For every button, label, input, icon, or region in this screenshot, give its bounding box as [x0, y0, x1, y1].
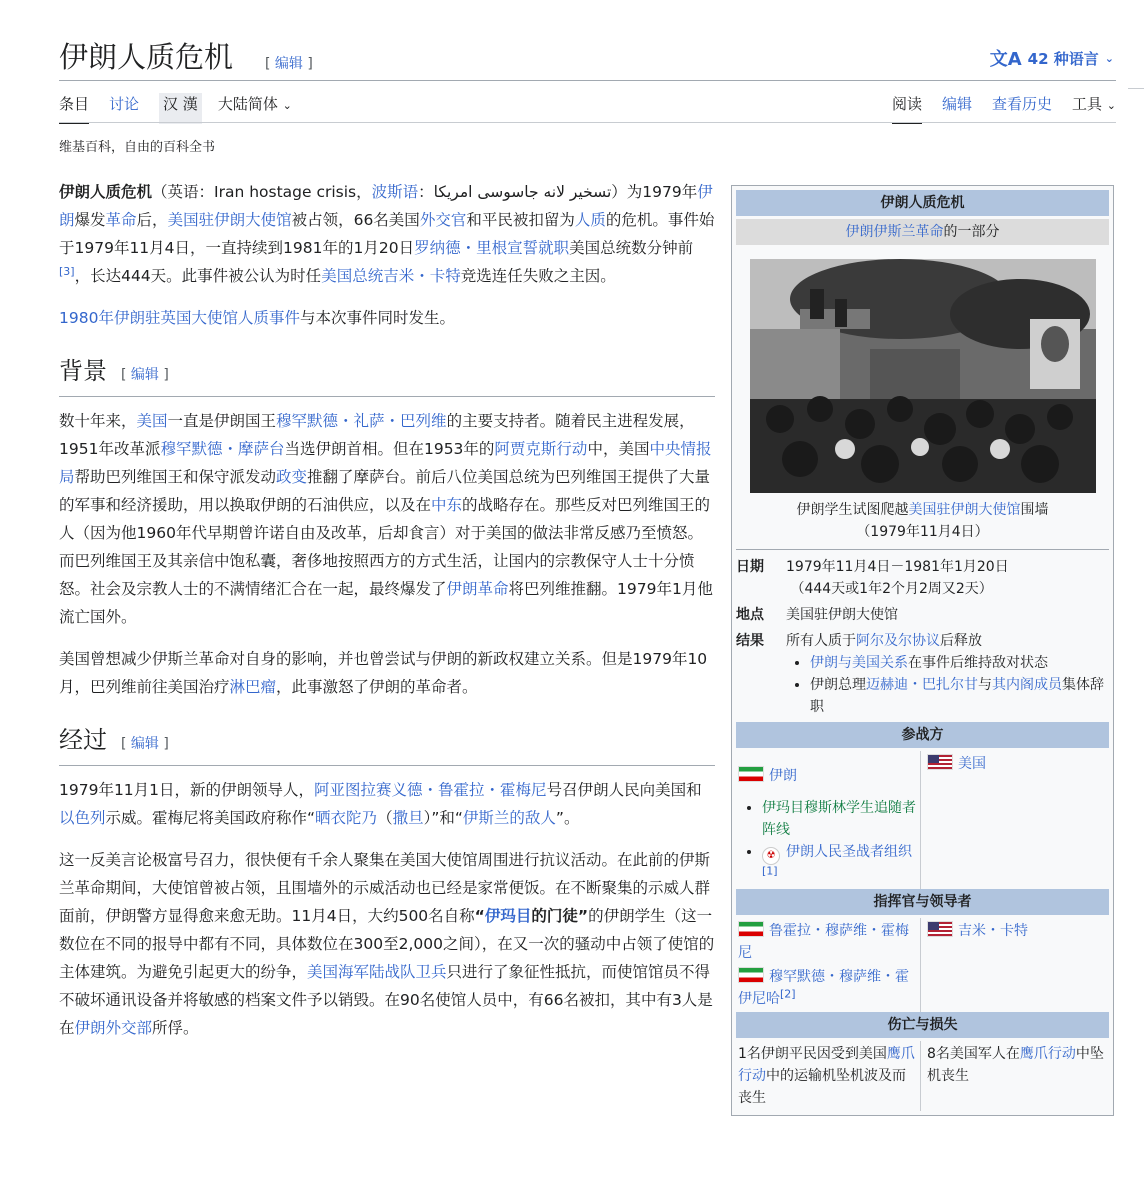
link[interactable]: 伊玛目穆斯林学生追随者阵线	[762, 800, 916, 838]
link[interactable]: 伊斯兰的敌人	[462, 809, 556, 827]
link[interactable]: 革命	[105, 211, 137, 229]
tab-edit[interactable]: 编辑	[941, 95, 972, 113]
language-button[interactable]	[990, 45, 1114, 71]
link[interactable]: 其内阁成员	[992, 677, 1062, 693]
casualties-row: 1名伊朗平民因受到美国鹰爪行动中的运输机坠机波及而丧生 8名美国军人在鹰爪行动中坠机丧生	[736, 1041, 1109, 1111]
casualties-header: 伤亡与损失	[736, 1012, 1109, 1038]
variant-dropdown[interactable]: 大陆简体 ⌄	[217, 95, 292, 113]
article-body	[59, 178, 715, 1056]
link[interactable]: 中东	[431, 496, 463, 514]
photo-illustration	[750, 259, 1096, 493]
belligerents-row	[736, 751, 1109, 889]
link[interactable]: 1980年伊朗驻英国大使馆人质事件	[59, 309, 300, 327]
tab-article[interactable]: 条目	[59, 93, 89, 124]
us-flag-icon	[927, 754, 953, 770]
background-paragraph: 美国曾想减少伊斯兰革命对自身的影响，并也曾尝试与伊朗的新政权建立关系。但是1979年10月，巴列维前往美国治疗淋巴瘤，此事激怒了伊朗的革命者。	[59, 650, 708, 696]
link[interactable]: 晒衣陀乃	[315, 809, 378, 827]
infobox-title: 伊朗人质危机	[736, 190, 1109, 216]
page-title: 伊朗人质危机	[59, 40, 234, 74]
language-count: 42 种语言	[1027, 49, 1099, 68]
link[interactable]: 美国	[958, 756, 986, 772]
title-edit-link[interactable]: [ 编辑 ]	[265, 56, 313, 72]
course-paragraph: 1979年11月1日，新的伊朗领导人，阿亚图拉赛义德・鲁霍拉・霍梅尼号召伊朗人民向美国和以色列示威。霍梅尼将美国政府称作“晒衣陀乃（撒旦）”和“伊斯兰的敌人”。	[59, 781, 702, 827]
link[interactable]: 迈赫迪・巴扎尔甘	[866, 677, 978, 693]
link[interactable]: 美国	[136, 412, 168, 430]
infobox-result-row: 结果 所有人质于阿尔及尔协议后释放 • 伊朗与美国关系在事件后维持敌对状态 • 伊朗总理迈赫迪・巴扎尔甘与其内阁成员集体辞职	[736, 630, 1109, 718]
link[interactable]: 美国驻伊朗大使馆	[908, 502, 1021, 518]
infobox	[731, 185, 1114, 1116]
tools-dropdown[interactable]: 工具 ⌄	[1071, 95, 1116, 113]
link[interactable]: 穆罕默德・摩萨台	[160, 440, 285, 458]
link[interactable]: 穆罕默德・穆萨维・霍伊尼哈	[738, 969, 909, 1007]
mek-emblem-icon: ☢	[762, 847, 780, 865]
link[interactable]: 美国海军陆战队卫兵	[307, 963, 447, 981]
link[interactable]: 吉米・卡特	[383, 267, 461, 285]
link[interactable]: 撒旦	[392, 809, 424, 827]
background-paragraph: 数十年来，美国一直是伊朗国王穆罕默德・礼萨・巴列维的主要支持者。随着民主进程发展，1951年改革派穆罕默德・摩萨台当选伊朗首相。但在1953年的阿贾克斯行动中，美国中央情报局帮助巴列维国王和保守派发动政变推翻了摩萨台。前后八位美国总统为巴列维国王提供了大量的军事和经济援助，用以换取伊朗的石油供应，以及在中东的战略存在。那些反对巴列维国王的人（因为他1960年代早期曾许诺自由及改革，后却食言）对于美国的做法非常反感乃至愤怒。而巴列维国王及其亲信中饱私囊，奢侈地按照西方的方式生活，让国内的宗教保守人士十分愤怒。社会及宗教人士的不满情绪汇合在一起，最终爆发了伊朗革命将巴列维推翻。1979年1月他流亡国外。	[59, 412, 713, 626]
course-paragraph: 这一反美言论极富号召力，很快便有千余人聚集在美国大使馆周围进行抗议活动。在此前的伊斯兰革命期间，大使馆曾被占领，且围墙外的示威活动也已经是家常便饭。在不断聚集的示威人群面前，伊朗警方显得愈来愈无助。11月4日，大约500名自称“伊玛目的门徒”的伊朗学生（这一数位在不同的报导中都有不同，具体数位在300至2,000之间），在又一次的骚动中占领了使馆的主体建筑。为避免引起更大的纷争，美国海军陆战队卫兵只进行了象征性抵抗，而使馆馆员不得不破坏通讯设备并将敏感的档案文件予以销毁。在90名使馆人员中，有66名被扣，其中有3人是在伊朗外交部所俘。	[59, 851, 715, 1037]
chevron-down-icon: ⌄	[282, 99, 292, 112]
link[interactable]: 伊朗革命	[446, 580, 509, 598]
link[interactable]: 鹰爪行动	[1019, 1046, 1076, 1062]
infobox-part-of: 伊朗伊斯兰革命的一部分	[736, 219, 1109, 245]
link[interactable]: 政变	[276, 468, 308, 486]
commanders-header: 指挥官与领导者	[736, 889, 1109, 915]
reference-link[interactable]: [1]	[762, 864, 778, 878]
link[interactable]: 穆罕默德・礼萨・巴列维	[276, 412, 447, 430]
iran-flag-icon	[738, 766, 764, 782]
intro-paragraph: 1980年伊朗驻英国大使馆人质事件与本次事件同时发生。	[59, 309, 455, 327]
link[interactable]: 伊朗人民圣战者组织	[786, 844, 912, 860]
translate-icon: 文A	[989, 49, 1022, 70]
commanders-row	[736, 918, 1109, 1012]
tab-history[interactable]: 查看历史	[991, 95, 1052, 113]
link[interactable]: 阿尔及尔协议	[856, 633, 940, 649]
link[interactable]: 鹰爪行动	[738, 1046, 915, 1084]
section-edit-link[interactable]: [ 编辑 ]	[121, 367, 169, 383]
link[interactable]: 鲁霍拉・穆萨维・霍梅尼	[738, 923, 909, 961]
link[interactable]: 阿亚图拉赛义德・鲁霍拉・霍梅尼	[314, 781, 547, 799]
infobox-place-row: 地点 美国驻伊朗大使馆	[736, 607, 898, 623]
tab-read[interactable]: 阅读	[892, 93, 922, 124]
belligerents-header: 参战方	[736, 722, 1109, 748]
section-heading-background: 背景 [ 编辑 ]	[59, 354, 715, 397]
link[interactable]: 美国总统	[321, 267, 384, 285]
link[interactable]: 伊玛目	[484, 907, 532, 925]
tab-talk[interactable]: 讨论	[109, 95, 140, 113]
view-tabs	[872, 93, 1116, 124]
chevron-down-icon: ⌄	[1104, 51, 1114, 65]
link[interactable]: 淋巴瘤	[229, 678, 277, 696]
us-flag-icon	[927, 921, 953, 937]
link[interactable]: 外交官	[419, 211, 467, 229]
link[interactable]: 伊朗	[769, 768, 797, 784]
section-heading-course: 经过 [ 编辑 ]	[59, 723, 715, 766]
link[interactable]: 伊朗外交部	[74, 1019, 153, 1037]
iran-flag-icon	[738, 921, 764, 937]
link[interactable]: 以色列	[59, 809, 106, 827]
link[interactable]: 罗纳德・里根宣誓就职	[414, 239, 570, 257]
link[interactable]: 伊朗与美国关系	[810, 655, 908, 671]
site-tagline: 维基百科，自由的百科全书	[59, 140, 216, 155]
link[interactable]: 伊朗	[59, 183, 713, 229]
link[interactable]: 人质	[574, 211, 606, 229]
infobox-date-row: 日期 1979年11月4日－1981年1月20日 （444天或1年2个月2周又2天）	[736, 559, 1009, 597]
reference-link[interactable]: [3]	[59, 264, 75, 278]
link[interactable]: 美国驻伊朗大使馆	[167, 211, 292, 229]
link[interactable]: 吉米・卡特	[958, 923, 1028, 939]
namespace-tabs	[59, 93, 312, 124]
intro-paragraph: 伊朗人质危机（英语：Iran hostage crisis，波斯语：تسخیر لانه جاسوسی امریکا）为1979年伊朗爆发革命后，美国驻伊朗大使馆被占领，66名美国外交官和平民被扣留为人质的危机。事件始于1979年11月4日，一直持续到1981年的1月20日罗纳德・里根宣誓就职美国总统数分钟前[3]，长达444天。此事件被公认为时任美国总统吉米・卡特竞选连任失败之主因。	[59, 183, 715, 285]
chevron-down-icon: ⌄	[1106, 99, 1116, 112]
reference-link[interactable]: [2]	[780, 987, 796, 1001]
link[interactable]: 伊朗伊斯兰革命	[845, 224, 944, 240]
iran-flag-icon	[738, 967, 764, 983]
embassy-photo[interactable]	[750, 259, 1096, 493]
variant-switch[interactable]: 汉 漢	[159, 93, 202, 124]
link[interactable]: 波斯语	[371, 183, 419, 201]
section-edit-link[interactable]: [ 编辑 ]	[121, 736, 169, 752]
photo-caption: 伊朗学生试图爬越美国驻伊朗大使馆围墙 （1979年11月4日）	[796, 502, 1049, 540]
link[interactable]: 中央情报局	[59, 440, 712, 486]
link[interactable]: 阿贾克斯行动	[494, 440, 588, 458]
